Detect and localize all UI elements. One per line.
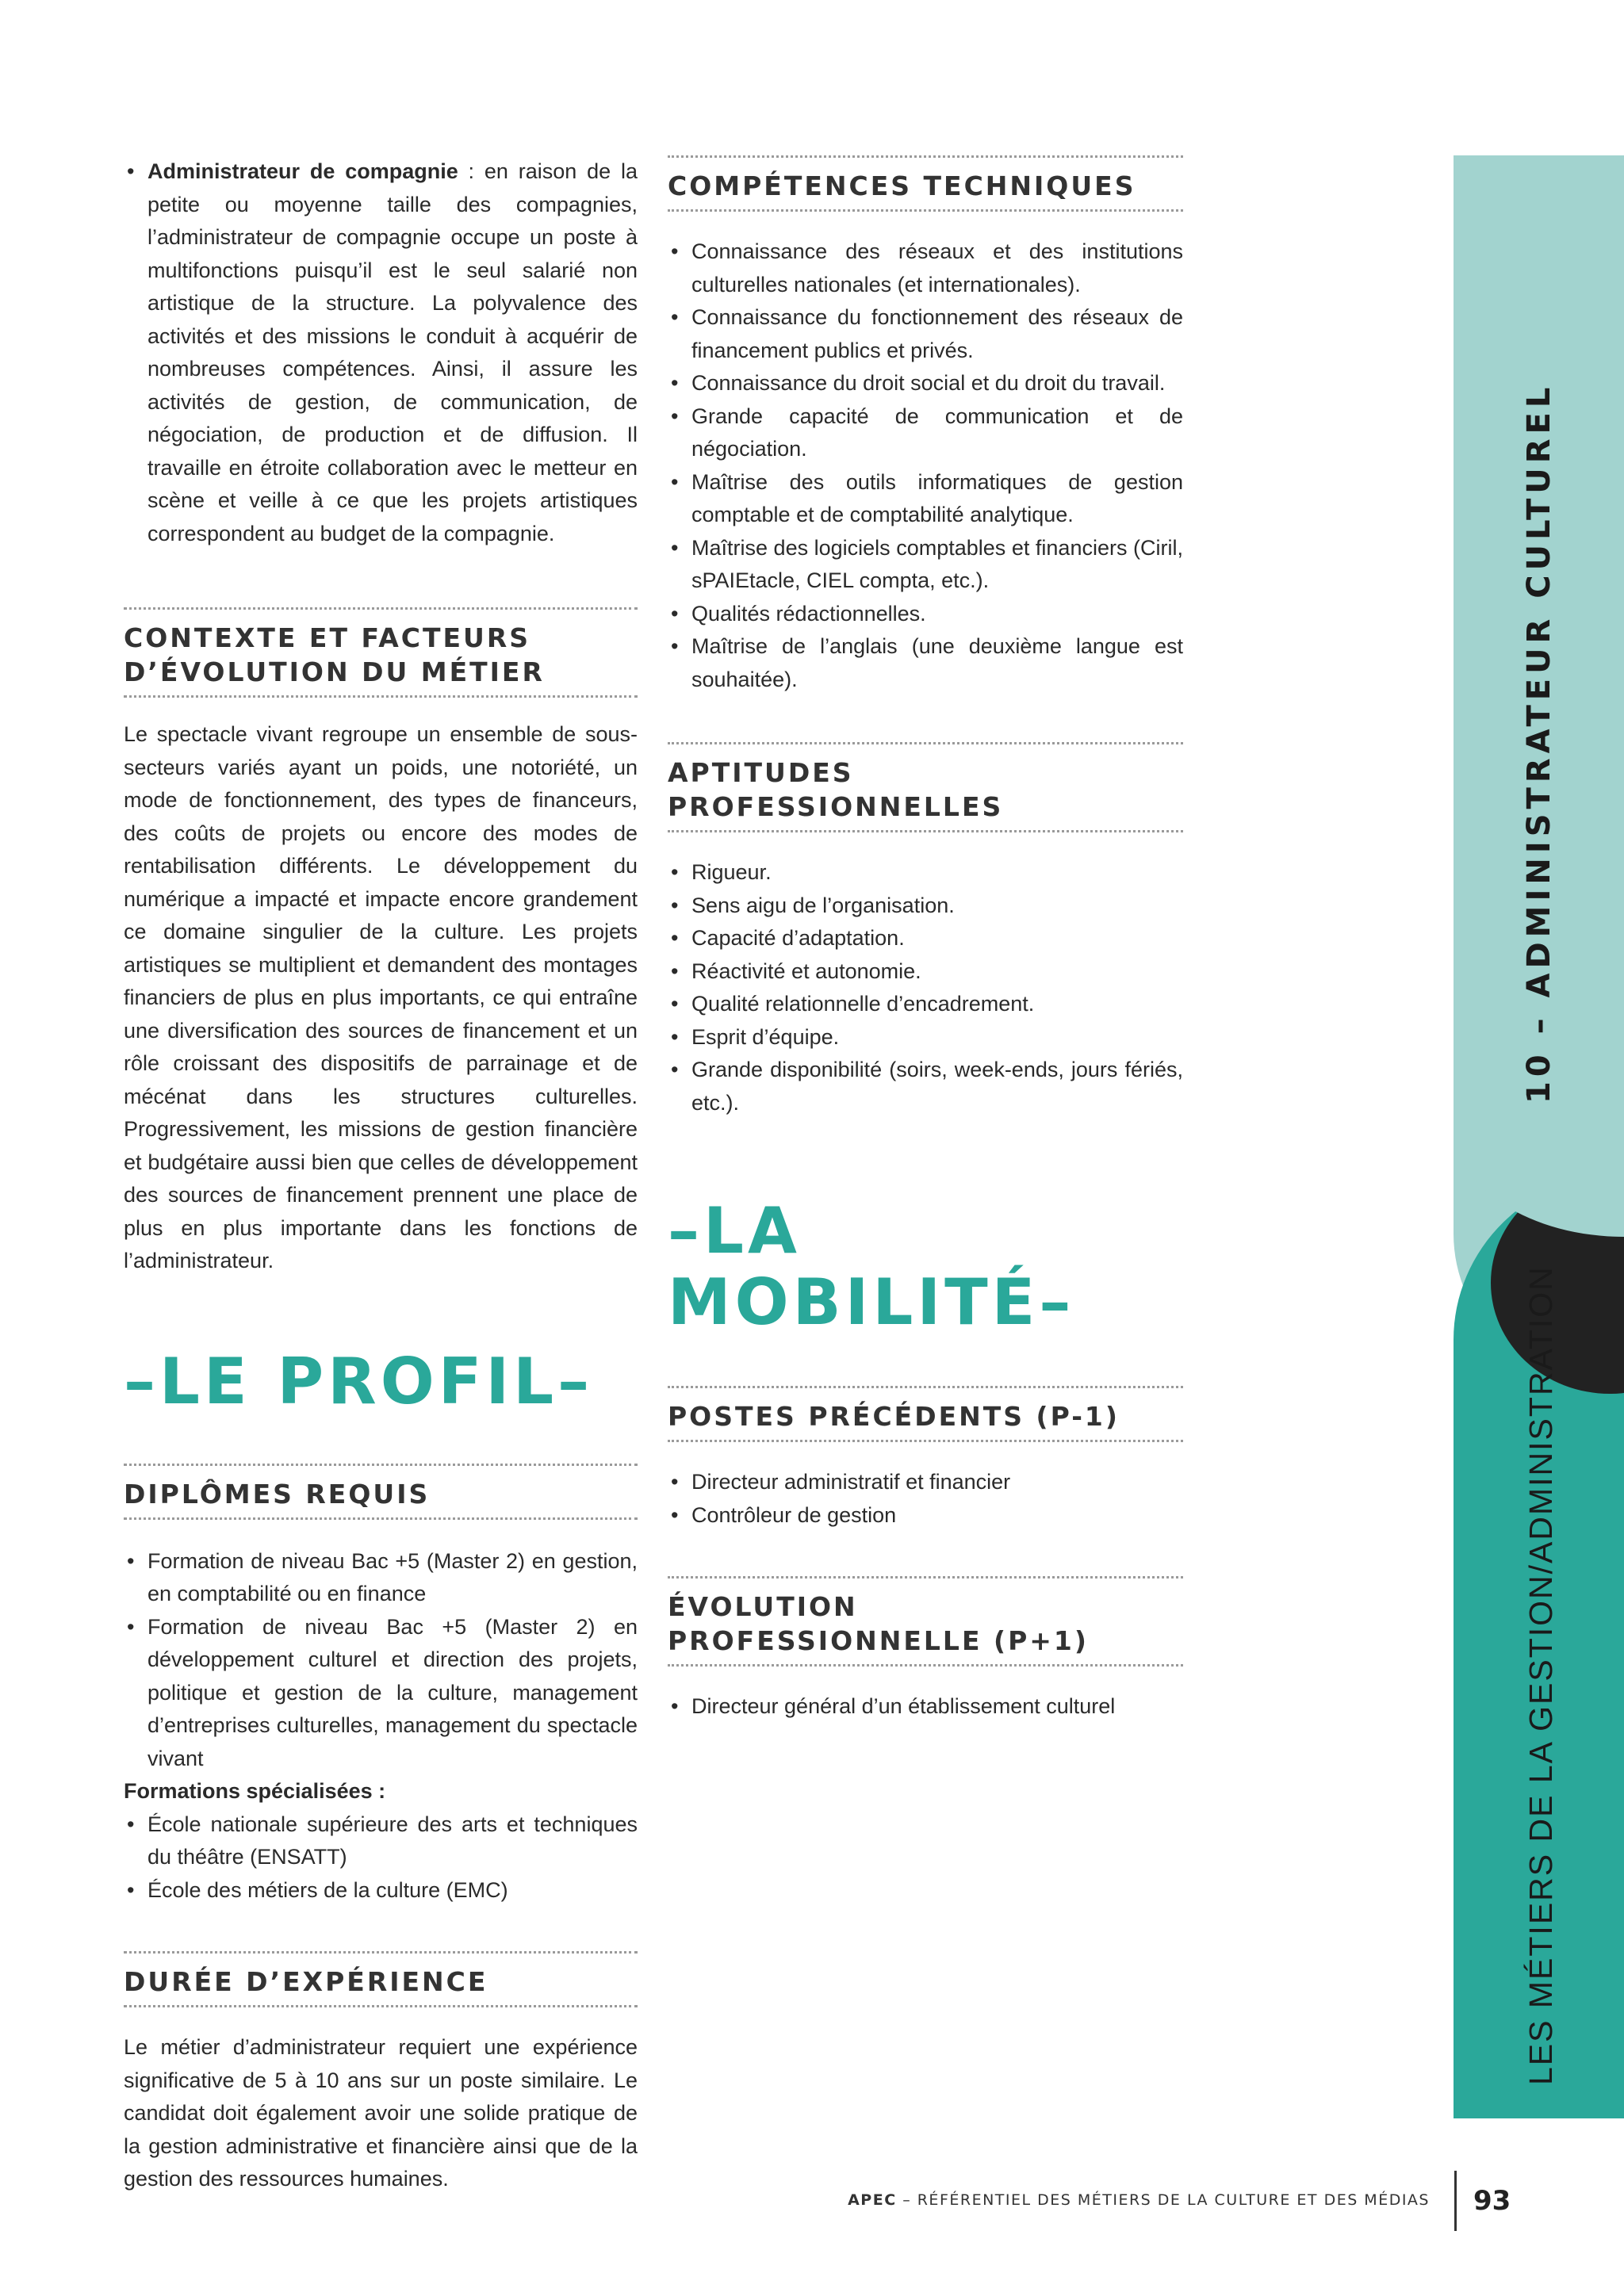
list-item: • Réactivité et autonomie. [668, 955, 1183, 989]
competences-list [668, 235, 1183, 696]
duree-text: Le métier d’administrateur requiert une expérience significative de 5 à 10 ans sur un poste similaire. Le candidat doit également avoir une solide pratique de la gestion administrative et financière ainsi que de la gestion des ressources humaines. [124, 2035, 638, 2191]
list-item: • Sens aigu de l’organisation. [668, 890, 1183, 923]
section-heading-duree: DURÉE D’EXPÉRIENCE [124, 1951, 638, 2007]
chapter-label: 10 – ADMINISTRATEUR CULTUREL [1521, 382, 1557, 1104]
section-heading-competences: COMPÉTENCES TECHNIQUES [668, 155, 1183, 212]
list-item: • École nationale supérieure des arts et techniques du théâtre (ENSATT) [124, 1808, 638, 1874]
section-heading-contexte: CONTEXTE ET FACTEURS D’ÉVOLUTION DU MÉTIER [124, 607, 638, 698]
list-item: • Capacité d’adaptation. [668, 922, 1183, 955]
list-item: • Maîtrise des outils informatiques de gestion comptable et de comptabilité analytique. [668, 466, 1183, 532]
mobilite-title: –LA MOBILITÉ– [668, 1194, 1075, 1339]
section-heading-evolution: ÉVOLUTION PROFESSIONNELLE (P+1) [668, 1576, 1183, 1667]
contexte-text: Le spectacle vivant regroupe un ensemble de sous-secteurs variés ayant un poids, une notoriété, un mode de fonctionnement, des types de financeurs, des coûts de projets ou encore des modes de rentabilisation différents. Le développement du numérique a impacté et impacte encore grandement ce domaine singulier de la culture. Les projets artistiques se multiplient et demandent des montages financiers de plus en plus importants, ce qui entraîne une diversification des sources de financement et un rôle croissant des dispositifs de parrainage et de mécénat dans les structures culturelles. Progressivement, les missions de gestion financière et budgétaire aussi bien que celles de développement des sources de financement prennent une place de plus en plus importante dans les fonctions de l’administrateur. [124, 722, 638, 1272]
formations-label: Formations spécialisées : [124, 1779, 386, 1803]
list-item: • Qualité relationnelle d’encadrement. [668, 988, 1183, 1021]
list-item: • Maîtrise de l’anglais (une deuxième langue est souhaitée). [668, 630, 1183, 696]
list-item: • Maîtrise des logiciels comptables et financiers (Ciril, sPAIEtacle, CIEL compta, etc.). [668, 532, 1183, 598]
page-number: 93 [1473, 2185, 1511, 2217]
section-heading-diplomes: DIPLÔMES REQUIS [124, 1464, 638, 1520]
section-heading-postes: POSTES PRÉCÉDENTS (P-1) [668, 1386, 1183, 1442]
aptitudes-list [668, 856, 1183, 1119]
list-item: • Connaissance du fonctionnement des réseaux de financement publics et privés. [668, 301, 1183, 367]
left-column [124, 155, 638, 2196]
list-item: • Grande capacité de communication et de négociation. [668, 400, 1183, 466]
section-label: LES MÉTIERS DE LA GESTION/ADMINISTRATION [1522, 1265, 1559, 2085]
list-item: • École des métiers de la culture (EMC) [124, 1874, 638, 1908]
list-item: • Contrôleur de gestion [668, 1499, 1183, 1533]
middle-column [668, 155, 1183, 1724]
footer: APEC – RÉFÉRENTIEL DES MÉTIERS DE LA CULTURE ET DES MÉDIAS [848, 2191, 1430, 2209]
list-item: • Directeur administratif et financier [668, 1466, 1183, 1499]
list-item: • Formation de niveau Bac +5 (Master 2) en développement culturel et direction des projets, politique et gestion de la culture, management d’entreprises culturelles, management du spectacle vivant [124, 1611, 638, 1776]
list-item: • Esprit d’équipe. [668, 1021, 1183, 1054]
list-item: • Qualités rédactionnelles. [668, 598, 1183, 631]
section-heading-aptitudes: APTITUDES PROFESSIONNELLES [668, 742, 1183, 832]
postes-list [668, 1466, 1183, 1532]
evolution-list [668, 1690, 1183, 1724]
list-item: • Administrateur de compagnie : en raison de la petite ou moyenne taille des compagnies, l’administrateur de compagnie occupe un poste à multifonctions puisqu’il est le seul salarié non artistique de la structure. La polyvalence des activités et des missions le conduit à acquérir de nombreuses compétences. Ainsi, il assure les activités de gestion, de communication, de négociation, de production et de diffusion. Il travaille en étroite collaboration avec le metteur en scène et veille à ce que les projets artistiques correspondent au budget de la compagnie. [124, 155, 638, 550]
list-item: • Rigueur. [668, 856, 1183, 890]
footer-divider [1454, 2171, 1457, 2231]
profil-title: –LE PROFIL– [124, 1344, 594, 1418]
list-item: • Connaissance du droit social et du droit du travail. [668, 367, 1183, 400]
intro-list [124, 155, 638, 550]
formations-list [124, 1808, 638, 1908]
list-item: • Grande disponibilité (soirs, week-ends, jours fériés, etc.). [668, 1054, 1183, 1119]
list-item: • Directeur général d’un établissement culturel [668, 1690, 1183, 1724]
list-item: • Formation de niveau Bac +5 (Master 2) en gestion, en comptabilité ou en finance [124, 1545, 638, 1611]
diplomes-list [124, 1545, 638, 1776]
list-item: • Connaissance des réseaux et des institutions culturelles nationales (et internationales). [668, 235, 1183, 301]
